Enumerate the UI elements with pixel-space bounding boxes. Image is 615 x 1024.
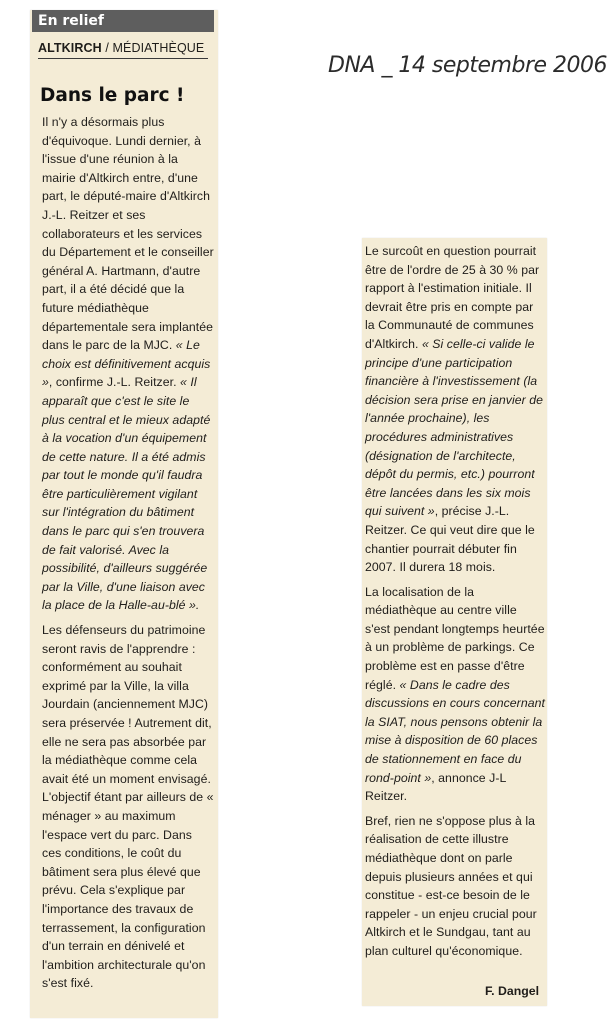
quote-parking: « Dans le cadre des discussions en cours concernant la SIAT, nous pensons obtenir la mise à disposition de 60 places de stationnement en face du rond-point »: [365, 677, 545, 785]
paragraph-3-end: , précise J.-L. Reitzer. Ce qui veut dire que le chantier pourrait débuter fin 2007. Il durera 18 mois.: [365, 504, 535, 575]
paragraph-4-end: , annonce J-L Reitzer.: [365, 770, 506, 804]
kicker-place: ALTKIRCH: [38, 41, 102, 55]
rubric-label: En relief: [32, 10, 214, 32]
paragraph-1-attribution: , confirme J.-L. Reitzer.: [48, 375, 177, 390]
article-kicker: [38, 40, 208, 59]
handwritten-date-note: [326, 38, 611, 86]
paragraph-3: [365, 242, 545, 577]
article-column-1: [42, 113, 214, 993]
article-headline: Dans le parc !: [40, 85, 185, 106]
paragraph-1: [42, 113, 214, 615]
paragraph-1-text: Il n'y a désormais plus d'équivoque. Lundi dernier, à l'issue d'une réunion à la mairie d'Altkirch entre, d'une part, le député-maire d'Altkirch J.-L. Reitzer et ses collaborateurs et les services du Département et le conseiller général A. Hartmann, d'autre part, il a été décidé que la future médiathèque départementale sera implantée dans le parc de la MJC.: [42, 115, 214, 353]
paragraph-2: Les défenseurs du patrimoine seront ravis de l'apprendre : conformément au souhait exprimé par la Ville, la villa Jourdain (anciennement MJC) sera préservée ! Autrement dit, elle ne sera pas absorbée par la médiathèque comme cela avait été un moment envisagé. L'objectif étant par ailleurs de « ménager » au maximum l'espace vert du parc. Dans ces conditions, le coût du bâtiment sera plus élevé que prévu. Cela s'explique par l'importance des travaux de terrassement, la configuration d'un terrain en dénivelé et l'ambition architecturale qu'on s'est fixé.: [42, 623, 214, 991]
paragraph-3-text: Le surcoût en question pourrait être de l'ordre de 25 à 30 % par rapport à l'estimation initiale. Il devrait être pris en compte par la Communauté de communes d'Altkirch.: [365, 244, 540, 351]
handwritten-date-text: DNA _ 14 septembre 2006: [328, 53, 608, 78]
paragraph-4: [365, 583, 545, 806]
article-column-2: [365, 242, 545, 961]
article-byline: F. Dangel: [485, 984, 539, 998]
article-clipping-part-1: [30, 10, 218, 1018]
quote-procedures: « Si celle-ci valide le principe d'une participation financière à l'investissement (la décision sera prise en janvier de l'année prochaine), les procédures administratives (désignation de l'architecte, dépôt du permis, etc.) pourront être lancées dans les six mois qui suivent »: [365, 336, 544, 519]
paragraph-4-text: La localisation de la médiathèque au centre ville s'est pendant longtemps heurtée à un problème de parkings. Ce problème est en passe d'être réglé.: [365, 584, 545, 692]
article-clipping-part-2: [362, 238, 547, 1006]
kicker-topic: / MÉDIATHÈQUE: [105, 41, 205, 55]
paragraph-5: Bref, rien ne s'oppose plus à la réalisation de cette illustre médiathèque dont on parle depuis plusieurs années et qui constitue - est-ce besoin de le rappeler - un enjeu crucial pour Altkirch et le Sundgau, tant au plan culturel qu'économique.: [365, 813, 537, 958]
quote-central-site: « Il apparaît que c'est le site le plus central et le mieux adapté à la vocation d'un équipement de cette nature. Il a été admis par tout le monde qu'il faudra être particulièrement vigilant sur l'intégration du bâtiment dans le parc qui s'en trouvera de fait valorisé. Avec la possibilité, d'ailleurs suggérée par la Ville, d'une liaison avec la place de la Halle-au-blé ».: [42, 375, 211, 613]
quote-choice-acquired: « Le choix est définitivement acquis »: [42, 338, 211, 390]
